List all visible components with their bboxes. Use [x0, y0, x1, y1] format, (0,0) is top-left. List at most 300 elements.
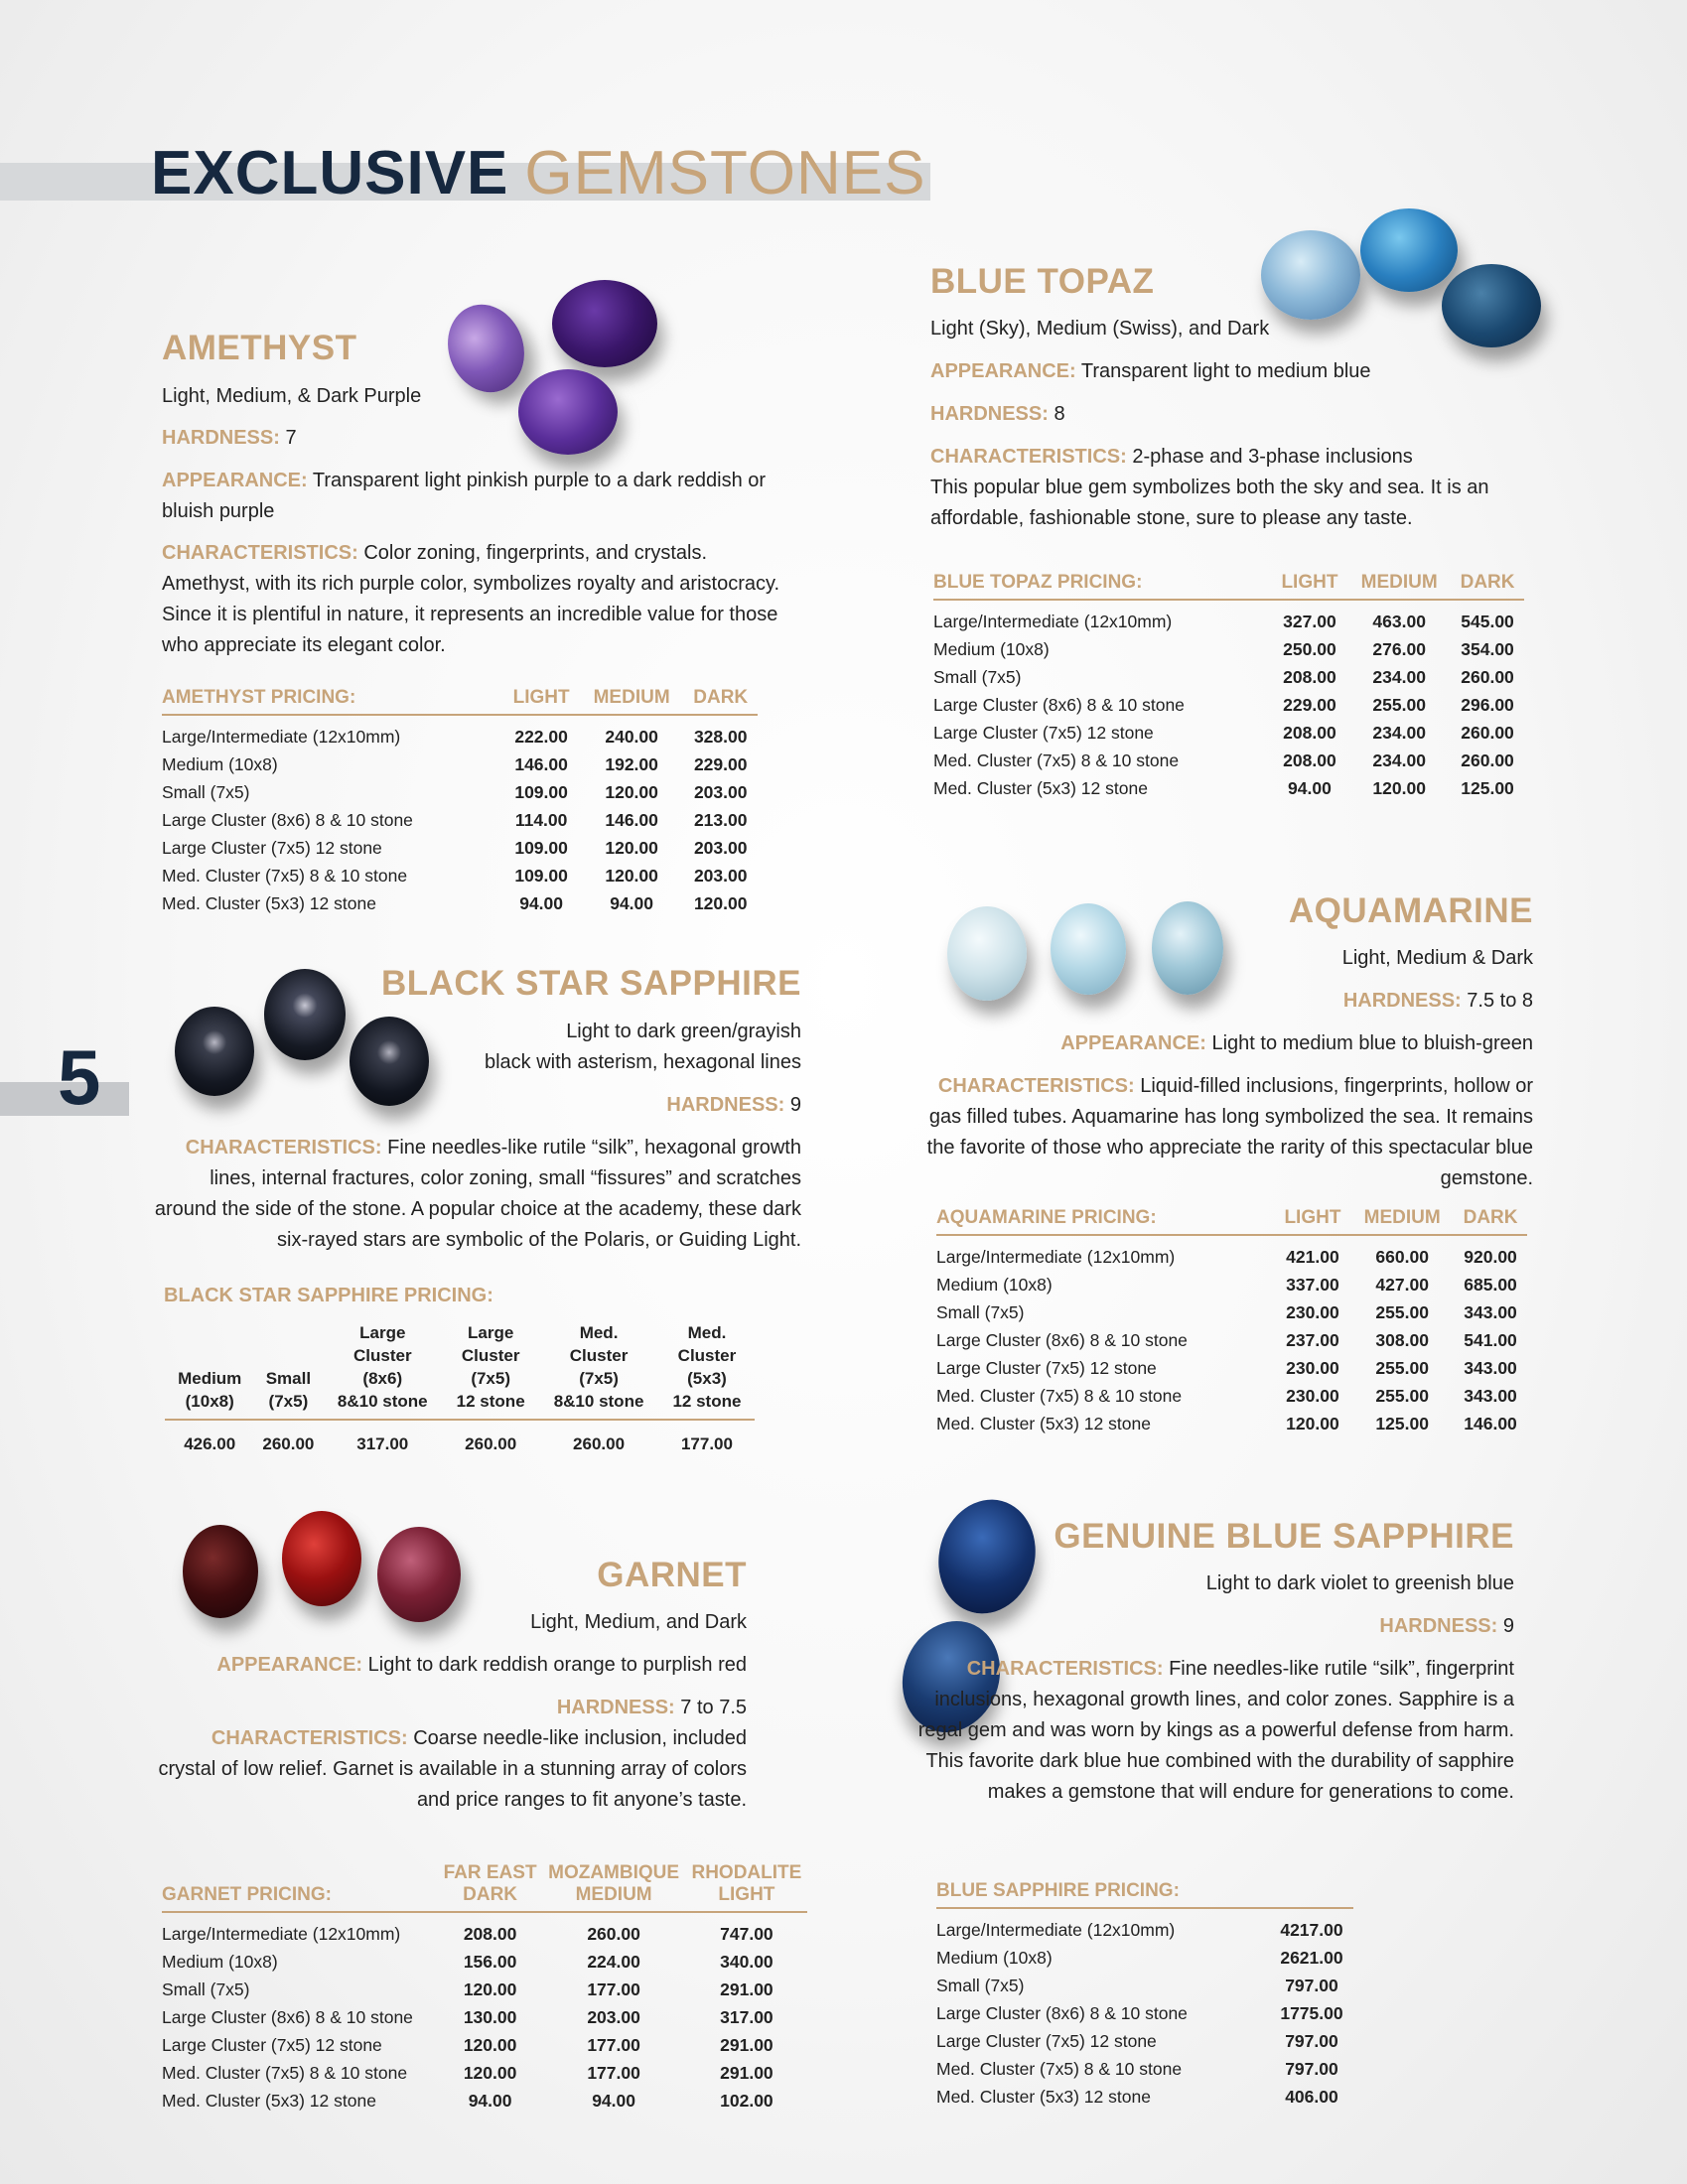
- price-cell: 545.00: [1461, 612, 1514, 631]
- row-label: Medium (10x8): [162, 753, 278, 774]
- amethyst-title: AMETHYST: [162, 329, 357, 367]
- amethyst-characteristics-value: Color zoning, fingerprints, and crystals. Amethyst, with its rich purple color, symbolizes royalty and aristocracy. Since it is plentiful in nature, it represents an incredible value for those who appreciate its elegant color.: [162, 542, 780, 656]
- header-line: LIGHT: [718, 1884, 775, 1905]
- blue-sapphire-hardness-label: HARDNESS:: [1379, 1615, 1498, 1637]
- table-header: [659, 1321, 755, 1420]
- row-label: Small (7x5): [162, 1979, 250, 1999]
- price-cell: 229.00: [1283, 694, 1336, 715]
- amethyst-hardness-label: HARDNESS:: [162, 427, 280, 449]
- blue-sapphire-pricing-table: [936, 1880, 1353, 2111]
- price-cell: 255.00: [1375, 1301, 1429, 1322]
- table-row: [162, 778, 758, 806]
- price-cell: 224.00: [587, 1951, 640, 1972]
- price-cell: 317.00: [356, 1434, 409, 1453]
- price-cell: 203.00: [693, 781, 748, 802]
- table-header: [322, 1321, 443, 1420]
- price-cell: 229.00: [693, 753, 748, 774]
- black-star-sapphire-characteristics: [146, 1133, 801, 1256]
- table-header: [443, 1321, 538, 1420]
- header-line: Cluster: [461, 1346, 520, 1365]
- price-cell: 230.00: [1286, 1385, 1339, 1406]
- price-cell: 120.00: [605, 865, 658, 886]
- amethyst-gem-light-image: [436, 294, 536, 403]
- price-cell: 146.00: [1464, 1413, 1517, 1433]
- price-cell: 120.00: [693, 892, 748, 913]
- table-row: [933, 600, 1524, 635]
- blue-topaz-description: This popular blue gem symbolizes both the sky and sea. It is an affordable, fashionable stone, sure to please any taste.: [930, 477, 1489, 529]
- blue-topaz-gem-light-image: [1261, 230, 1360, 320]
- price-cell: 260.00: [1461, 750, 1514, 770]
- price-cell: 120.00: [605, 781, 658, 802]
- price-cell: 291.00: [720, 2034, 773, 2055]
- aquamarine-subtitle: Light, Medium & Dark: [1341, 947, 1533, 969]
- table-header: [165, 1321, 254, 1420]
- price-cell: 120.00: [463, 2062, 517, 2083]
- garnet-pricing-table: [162, 1862, 807, 2115]
- row-label: Med. Cluster (7x5) 8 & 10 stone: [162, 2062, 408, 2083]
- amethyst-gem-medium-image: [518, 369, 618, 455]
- header-line: MEDIUM: [575, 1884, 652, 1905]
- price-cell: 797.00: [1285, 2058, 1338, 2079]
- table-header: MEDIUM: [1350, 1207, 1454, 1235]
- table-row: [162, 751, 758, 778]
- price-cell: 94.00: [1288, 777, 1332, 798]
- header-line: (7x5): [471, 1369, 510, 1388]
- price-cell: 208.00: [1283, 666, 1336, 687]
- page-title: [151, 137, 925, 210]
- garnet-characteristics-label: CHARACTERISTICS:: [211, 1727, 408, 1749]
- price-cell: 177.00: [587, 2034, 640, 2055]
- price-cell: 327.00: [1283, 612, 1336, 631]
- row-label: Medium (10x8): [936, 1274, 1053, 1295]
- table-header: [541, 1862, 685, 1912]
- garnet-appearance: [216, 1650, 747, 1681]
- price-cell: 276.00: [1372, 638, 1426, 659]
- price-cell: 920.00: [1464, 1247, 1517, 1267]
- table-row: [933, 747, 1524, 774]
- table-row: [162, 1976, 807, 2003]
- table-row: [162, 2087, 807, 2115]
- garnet-hardness: [557, 1693, 747, 1723]
- row-label: Large/Intermediate (12x10mm): [933, 612, 1173, 631]
- black-star-sapphire-gem-image: [264, 969, 346, 1060]
- table-row: [162, 715, 758, 751]
- table-row: [933, 691, 1524, 719]
- table-row: [165, 1420, 755, 1454]
- table-row: [936, 1271, 1527, 1298]
- price-cell: 255.00: [1375, 1385, 1429, 1406]
- garnet-characteristics-value: Coarse needle-like inclusion, included crystal of low relief. Garnet is available in a stunning array of colors and price ranges to fit anyone’s taste.: [158, 1727, 747, 1811]
- price-cell: 94.00: [592, 2090, 635, 2111]
- price-cell: 463.00: [1372, 612, 1426, 631]
- header-line: Large: [359, 1323, 406, 1342]
- garnet-appearance-value: Light to dark reddish orange to purplish red: [367, 1654, 747, 1676]
- row-label: Large Cluster (7x5) 12 stone: [936, 1357, 1157, 1378]
- aquamarine-gem-medium-image: [1051, 903, 1126, 995]
- price-cell: 109.00: [514, 865, 568, 886]
- black-star-sapphire-characteristics-label: CHARACTERISTICS:: [185, 1137, 382, 1159]
- price-cell: 94.00: [610, 892, 654, 913]
- row-label: Large/Intermediate (12x10mm): [162, 727, 401, 747]
- table-header: AQUAMARINE PRICING:: [936, 1207, 1275, 1235]
- header-line: FAR EAST: [443, 1862, 537, 1883]
- aquamarine-characteristics: [917, 1071, 1533, 1194]
- price-cell: 406.00: [1285, 2086, 1338, 2107]
- row-label: Large Cluster (8x6) 8 & 10 stone: [933, 694, 1185, 715]
- header-line: (7x5): [268, 1392, 309, 1411]
- row-label: Medium (10x8): [936, 1947, 1053, 1968]
- amethyst-hardness: [162, 423, 297, 454]
- price-cell: 120.00: [463, 1979, 517, 1999]
- aquamarine-appearance-label: APPEARANCE:: [1060, 1032, 1206, 1054]
- garnet-subtitle: Light, Medium, and Dark: [530, 1611, 747, 1633]
- header-line: MOZAMBIQUE: [548, 1862, 680, 1883]
- price-cell: 354.00: [1461, 638, 1514, 659]
- blue-sapphire-characteristics-value: Fine needles-like rutile “silk”, fingerprint inclusions, hexagonal growth lines, and color zones. Sapphire is a regal gem and was worn by kings as a powerful defense from harm. This favorite dark blue hue combined with the durability of sapphire makes a gemstone that will endure for generations to come.: [917, 1658, 1514, 1803]
- row-label: Medium (10x8): [162, 1951, 278, 1972]
- price-cell: 260.00: [573, 1434, 626, 1453]
- blue-sapphire-title: GENUINE BLUE SAPPHIRE: [1054, 1517, 1514, 1556]
- header-line: Cluster: [677, 1346, 737, 1365]
- row-label: Med. Cluster (5x3) 12 stone: [162, 892, 376, 913]
- price-cell: 747.00: [720, 1924, 773, 1944]
- row-label: Med. Cluster (7x5) 8 & 10 stone: [936, 1385, 1183, 1406]
- price-cell: 343.00: [1464, 1301, 1517, 1322]
- garnet-hardness-value: 7 to 7.5: [680, 1697, 747, 1718]
- price-cell: 260.00: [1461, 666, 1514, 687]
- table-row: [162, 862, 758, 889]
- header-line: Small: [265, 1369, 312, 1388]
- row-label: Med. Cluster (5x3) 12 stone: [933, 777, 1148, 798]
- black-star-sapphire-subtitle-2: black with asterism, hexagonal lines: [484, 1051, 801, 1073]
- price-cell: 120.00: [1372, 777, 1426, 798]
- table-header: [1270, 1880, 1353, 1908]
- table-header: BLUE TOPAZ PRICING:: [933, 572, 1272, 600]
- blue-topaz-appearance-value: Transparent light to medium blue: [1080, 360, 1371, 382]
- price-cell: 120.00: [605, 837, 658, 858]
- amethyst-characteristics: [162, 538, 785, 661]
- table-row: [936, 2055, 1353, 2083]
- row-label: Large/Intermediate (12x10mm): [162, 1924, 401, 1944]
- garnet-appearance-label: APPEARANCE:: [216, 1654, 363, 1676]
- black-star-sapphire-pricing-label: [164, 1281, 493, 1311]
- price-cell: 130.00: [463, 2006, 517, 2027]
- row-label: Med. Cluster (7x5) 8 & 10 stone: [162, 865, 408, 886]
- table-row: [936, 1298, 1527, 1326]
- blue-sapphire-characteristics: [899, 1654, 1514, 1808]
- price-cell: 260.00: [465, 1434, 517, 1453]
- price-cell: 125.00: [1375, 1413, 1429, 1433]
- aquamarine-hardness: [1343, 986, 1533, 1017]
- table-header: DARK: [1454, 1207, 1527, 1235]
- black-star-sapphire-pricing-table: [165, 1321, 755, 1454]
- table-row: [933, 663, 1524, 691]
- table-header: [439, 1862, 542, 1912]
- blue-sapphire-characteristics-label: CHARACTERISTICS:: [966, 1658, 1164, 1680]
- row-label: Small (7x5): [936, 1975, 1025, 1995]
- price-cell: 427.00: [1375, 1274, 1429, 1295]
- black-star-sapphire-characteristics-value: Fine needles-like rutile “silk”, hexagonal growth lines, internal fractures, color zoning, small “fissures” and scratches around the side of the stone. A popular choice at the academy, these dark six-rayed stars are symbolic of the Polaris, or Guiding Light.: [154, 1137, 801, 1251]
- price-cell: 250.00: [1283, 638, 1336, 659]
- amethyst-gem-dark-image: [552, 280, 657, 367]
- price-cell: 255.00: [1372, 694, 1426, 715]
- row-label: Large Cluster (8x6) 8 & 10 stone: [162, 2006, 413, 2027]
- price-cell: 260.00: [262, 1434, 315, 1453]
- aquamarine-characteristics-label: CHARACTERISTICS:: [937, 1075, 1135, 1097]
- garnet-gem-light-image: [377, 1527, 461, 1622]
- price-cell: 109.00: [514, 837, 568, 858]
- price-cell: 255.00: [1375, 1357, 1429, 1378]
- header-line: Medium: [178, 1369, 242, 1388]
- table-row: [936, 1999, 1353, 2027]
- table-row: [933, 635, 1524, 663]
- table-row: [162, 1912, 807, 1948]
- price-cell: 328.00: [693, 727, 748, 747]
- blue-topaz-hardness-label: HARDNESS:: [930, 403, 1049, 425]
- table-row: [936, 1972, 1353, 1999]
- blue-topaz-subtitle: Light (Sky), Medium (Swiss), and Dark: [930, 318, 1270, 340]
- black-star-sapphire-hardness: [666, 1090, 801, 1121]
- black-star-sapphire-hardness-label: HARDNESS:: [666, 1094, 785, 1116]
- aquamarine-characteristics-value: Liquid-filled inclusions, fingerprints, hollow or gas filled tubes. Aquamarine has long symbolized the sea. It remains the favorite of those who appreciate the rarity of this spectacular blue gemstone.: [926, 1075, 1533, 1189]
- header-line: (5x3): [687, 1369, 727, 1388]
- amethyst-subtitle: Light, Medium, & Dark Purple: [162, 385, 422, 407]
- header-line: Large: [468, 1323, 514, 1342]
- price-cell: 337.00: [1286, 1274, 1339, 1295]
- price-cell: 234.00: [1372, 750, 1426, 770]
- table-header: DARK: [1451, 572, 1524, 600]
- garnet-hardness-label: HARDNESS:: [556, 1697, 675, 1718]
- row-label: Med. Cluster (5x3) 12 stone: [162, 2090, 376, 2111]
- table-row: [936, 1326, 1527, 1354]
- table-row: [936, 2083, 1353, 2111]
- blue-topaz-characteristics-value: 2-phase and 3-phase inclusions: [1132, 446, 1413, 468]
- pricing-label-text: BLACK STAR SAPPHIRE PRICING:: [164, 1285, 493, 1306]
- table-row: [936, 1382, 1527, 1410]
- price-cell: 125.00: [1461, 777, 1514, 798]
- table-header: AMETHYST PRICING:: [162, 687, 502, 715]
- price-cell: 114.00: [514, 809, 568, 830]
- header-line: 8&10 stone: [553, 1392, 644, 1411]
- table-header: LIGHT: [1272, 572, 1348, 600]
- price-cell: 120.00: [1286, 1413, 1339, 1433]
- price-cell: 213.00: [693, 809, 748, 830]
- black-star-sapphire-title: BLACK STAR SAPPHIRE: [380, 964, 801, 1003]
- blue-sapphire-gem-image: [926, 1489, 1049, 1625]
- price-cell: 308.00: [1375, 1329, 1429, 1350]
- aquamarine-hardness-label: HARDNESS:: [1342, 990, 1462, 1012]
- price-cell: 208.00: [1283, 722, 1336, 743]
- blue-sapphire-hardness: [1379, 1611, 1514, 1642]
- header-line: 12 stone: [456, 1392, 525, 1411]
- header-line: Med.: [687, 1323, 727, 1342]
- aquamarine-gem-light-image: [947, 906, 1027, 1001]
- price-cell: 421.00: [1286, 1247, 1339, 1267]
- price-cell: 230.00: [1286, 1301, 1339, 1322]
- aquamarine-title: AQUAMARINE: [1288, 891, 1533, 930]
- table-header: [686, 1862, 807, 1912]
- amethyst-appearance: [162, 466, 777, 527]
- page-title-bold: EXCLUSIVE: [151, 139, 509, 207]
- black-star-sapphire-subtitle-1: Light to dark green/grayish: [566, 1021, 801, 1042]
- aquamarine-pricing-table: [936, 1207, 1527, 1437]
- blue-topaz-gem-medium-image: [1360, 208, 1458, 292]
- price-cell: 240.00: [605, 727, 658, 747]
- blue-sapphire-subtitle: Light to dark violet to greenish blue: [1205, 1572, 1514, 1594]
- blue-topaz-appearance-label: APPEARANCE:: [930, 360, 1076, 382]
- table-row: [936, 1354, 1527, 1382]
- row-label: Med. Cluster (5x3) 12 stone: [936, 1413, 1151, 1433]
- table-row: [936, 1235, 1527, 1271]
- blue-topaz-pricing-table: [933, 572, 1524, 802]
- table-header: LIGHT: [1275, 1207, 1351, 1235]
- price-cell: 296.00: [1461, 694, 1514, 715]
- header-line: Cluster: [569, 1346, 629, 1365]
- price-cell: 109.00: [514, 781, 568, 802]
- row-label: Med. Cluster (5x3) 12 stone: [936, 2086, 1151, 2107]
- page-title-light: GEMSTONES: [524, 139, 926, 207]
- table-header: BLUE SAPPHIRE PRICING:: [936, 1880, 1270, 1908]
- row-label: Small (7x5): [933, 666, 1022, 687]
- price-cell: 222.00: [514, 727, 568, 747]
- price-cell: 340.00: [720, 1951, 773, 1972]
- price-cell: 203.00: [693, 865, 748, 886]
- price-cell: 234.00: [1372, 666, 1426, 687]
- price-cell: 2621.00: [1280, 1947, 1343, 1968]
- price-cell: 177.00: [680, 1434, 733, 1453]
- table-row: [162, 2059, 807, 2087]
- black-star-sapphire-gem-image: [175, 1007, 254, 1096]
- table-row: [936, 2027, 1353, 2055]
- table-header: MEDIUM: [1347, 572, 1451, 600]
- row-label: Large/Intermediate (12x10mm): [936, 1247, 1176, 1267]
- price-cell: 797.00: [1285, 2030, 1338, 2051]
- price-cell: 234.00: [1372, 722, 1426, 743]
- price-cell: 208.00: [463, 1924, 517, 1944]
- table-row: [933, 719, 1524, 747]
- garnet-gem-medium-image: [282, 1511, 361, 1606]
- row-label: Small (7x5): [936, 1301, 1025, 1322]
- header-line: 12 stone: [672, 1392, 742, 1411]
- price-cell: 343.00: [1464, 1357, 1517, 1378]
- aquamarine-appearance-value: Light to medium blue to bluish-green: [1211, 1032, 1533, 1054]
- price-cell: 94.00: [519, 892, 564, 913]
- table-header: LIGHT: [502, 687, 579, 715]
- table-row: [936, 1908, 1353, 1944]
- aquamarine-appearance: [1060, 1028, 1533, 1059]
- price-cell: 343.00: [1464, 1385, 1517, 1406]
- price-cell: 797.00: [1285, 1975, 1338, 1995]
- header-line: (7x5): [579, 1369, 619, 1388]
- table-row: [162, 889, 758, 917]
- price-cell: 230.00: [1286, 1357, 1339, 1378]
- blue-topaz-characteristics-label: CHARACTERISTICS:: [930, 446, 1127, 468]
- table-row: [936, 1410, 1527, 1437]
- price-cell: 317.00: [720, 2006, 773, 2027]
- price-cell: 291.00: [720, 1979, 773, 1999]
- price-cell: 192.00: [605, 753, 658, 774]
- blue-topaz-title: BLUE TOPAZ: [930, 262, 1155, 301]
- price-cell: 146.00: [605, 809, 658, 830]
- price-cell: 541.00: [1464, 1329, 1517, 1350]
- price-cell: 120.00: [463, 2034, 517, 2055]
- header-line: RHODALITE: [691, 1862, 802, 1883]
- row-label: Large Cluster (8x6) 8 & 10 stone: [162, 809, 413, 830]
- garnet-gem-dark-image: [183, 1525, 258, 1618]
- page-number: 5: [58, 1033, 101, 1121]
- table-row: [933, 774, 1524, 802]
- blue-topaz-gem-dark-image: [1442, 264, 1541, 347]
- garnet-title: GARNET: [597, 1556, 747, 1594]
- row-label: Large Cluster (7x5) 12 stone: [162, 837, 382, 858]
- price-cell: 260.00: [1461, 722, 1514, 743]
- price-cell: 260.00: [587, 1924, 640, 1944]
- table-header: [538, 1321, 659, 1420]
- table-row: [162, 806, 758, 834]
- row-label: Large Cluster (8x6) 8 & 10 stone: [936, 2002, 1188, 2023]
- price-cell: 177.00: [587, 1979, 640, 1999]
- row-label: Large/Intermediate (12x10mm): [936, 1920, 1176, 1940]
- amethyst-pricing-table: [162, 687, 758, 917]
- header-line: Med.: [579, 1323, 619, 1342]
- row-label: Small (7x5): [162, 781, 250, 802]
- row-label: Med. Cluster (7x5) 8 & 10 stone: [936, 2058, 1183, 2079]
- price-cell: 94.00: [468, 2090, 512, 2111]
- row-label: Large Cluster (7x5) 12 stone: [933, 722, 1154, 743]
- price-cell: 208.00: [1283, 750, 1336, 770]
- amethyst-appearance-label: APPEARANCE:: [162, 470, 308, 491]
- table-row: [162, 1948, 807, 1976]
- price-cell: 291.00: [720, 2062, 773, 2083]
- price-cell: 203.00: [693, 837, 748, 858]
- blue-topaz-hardness-value: 8: [1054, 403, 1065, 425]
- table-header: GARNET PRICING:: [162, 1862, 439, 1912]
- table-header: MEDIUM: [580, 687, 684, 715]
- price-cell: 237.00: [1286, 1329, 1339, 1350]
- header-line: DARK: [463, 1884, 518, 1905]
- price-cell: 203.00: [587, 2006, 640, 2027]
- header-line: (10x8): [185, 1392, 234, 1411]
- price-cell: 4217.00: [1280, 1920, 1343, 1940]
- blue-sapphire-hardness-value: 9: [1502, 1615, 1514, 1637]
- amethyst-appearance-value: Transparent light pinkish purple to a dark reddish or bluish purple: [162, 470, 767, 522]
- amethyst-characteristics-label: CHARACTERISTICS:: [162, 542, 358, 564]
- garnet-characteristics: [151, 1723, 747, 1816]
- price-cell: 660.00: [1375, 1247, 1429, 1267]
- black-star-sapphire-hardness-value: 9: [789, 1094, 801, 1116]
- row-label: Large Cluster (7x5) 12 stone: [936, 2030, 1157, 2051]
- price-cell: 1775.00: [1280, 2002, 1343, 2023]
- blue-topaz-appearance: [930, 356, 1371, 387]
- table-row: [936, 1944, 1353, 1972]
- table-row: [162, 2031, 807, 2059]
- black-star-sapphire-gem-image: [350, 1017, 429, 1106]
- row-label: Med. Cluster (7x5) 8 & 10 stone: [933, 750, 1180, 770]
- row-label: Large Cluster (8x6) 8 & 10 stone: [936, 1329, 1188, 1350]
- table-header: DARK: [683, 687, 758, 715]
- price-cell: 426.00: [184, 1434, 236, 1453]
- row-label: Medium (10x8): [933, 638, 1050, 659]
- table-row: [162, 2003, 807, 2031]
- price-cell: 102.00: [720, 2090, 773, 2111]
- aquamarine-gem-dark-image: [1152, 901, 1223, 995]
- amethyst-hardness-value: 7: [285, 427, 297, 449]
- price-cell: 146.00: [514, 753, 568, 774]
- blue-topaz-hardness: [930, 399, 1065, 430]
- aquamarine-hardness-value: 7.5 to 8: [1467, 990, 1533, 1012]
- table-row: [162, 834, 758, 862]
- price-cell: 685.00: [1464, 1274, 1517, 1295]
